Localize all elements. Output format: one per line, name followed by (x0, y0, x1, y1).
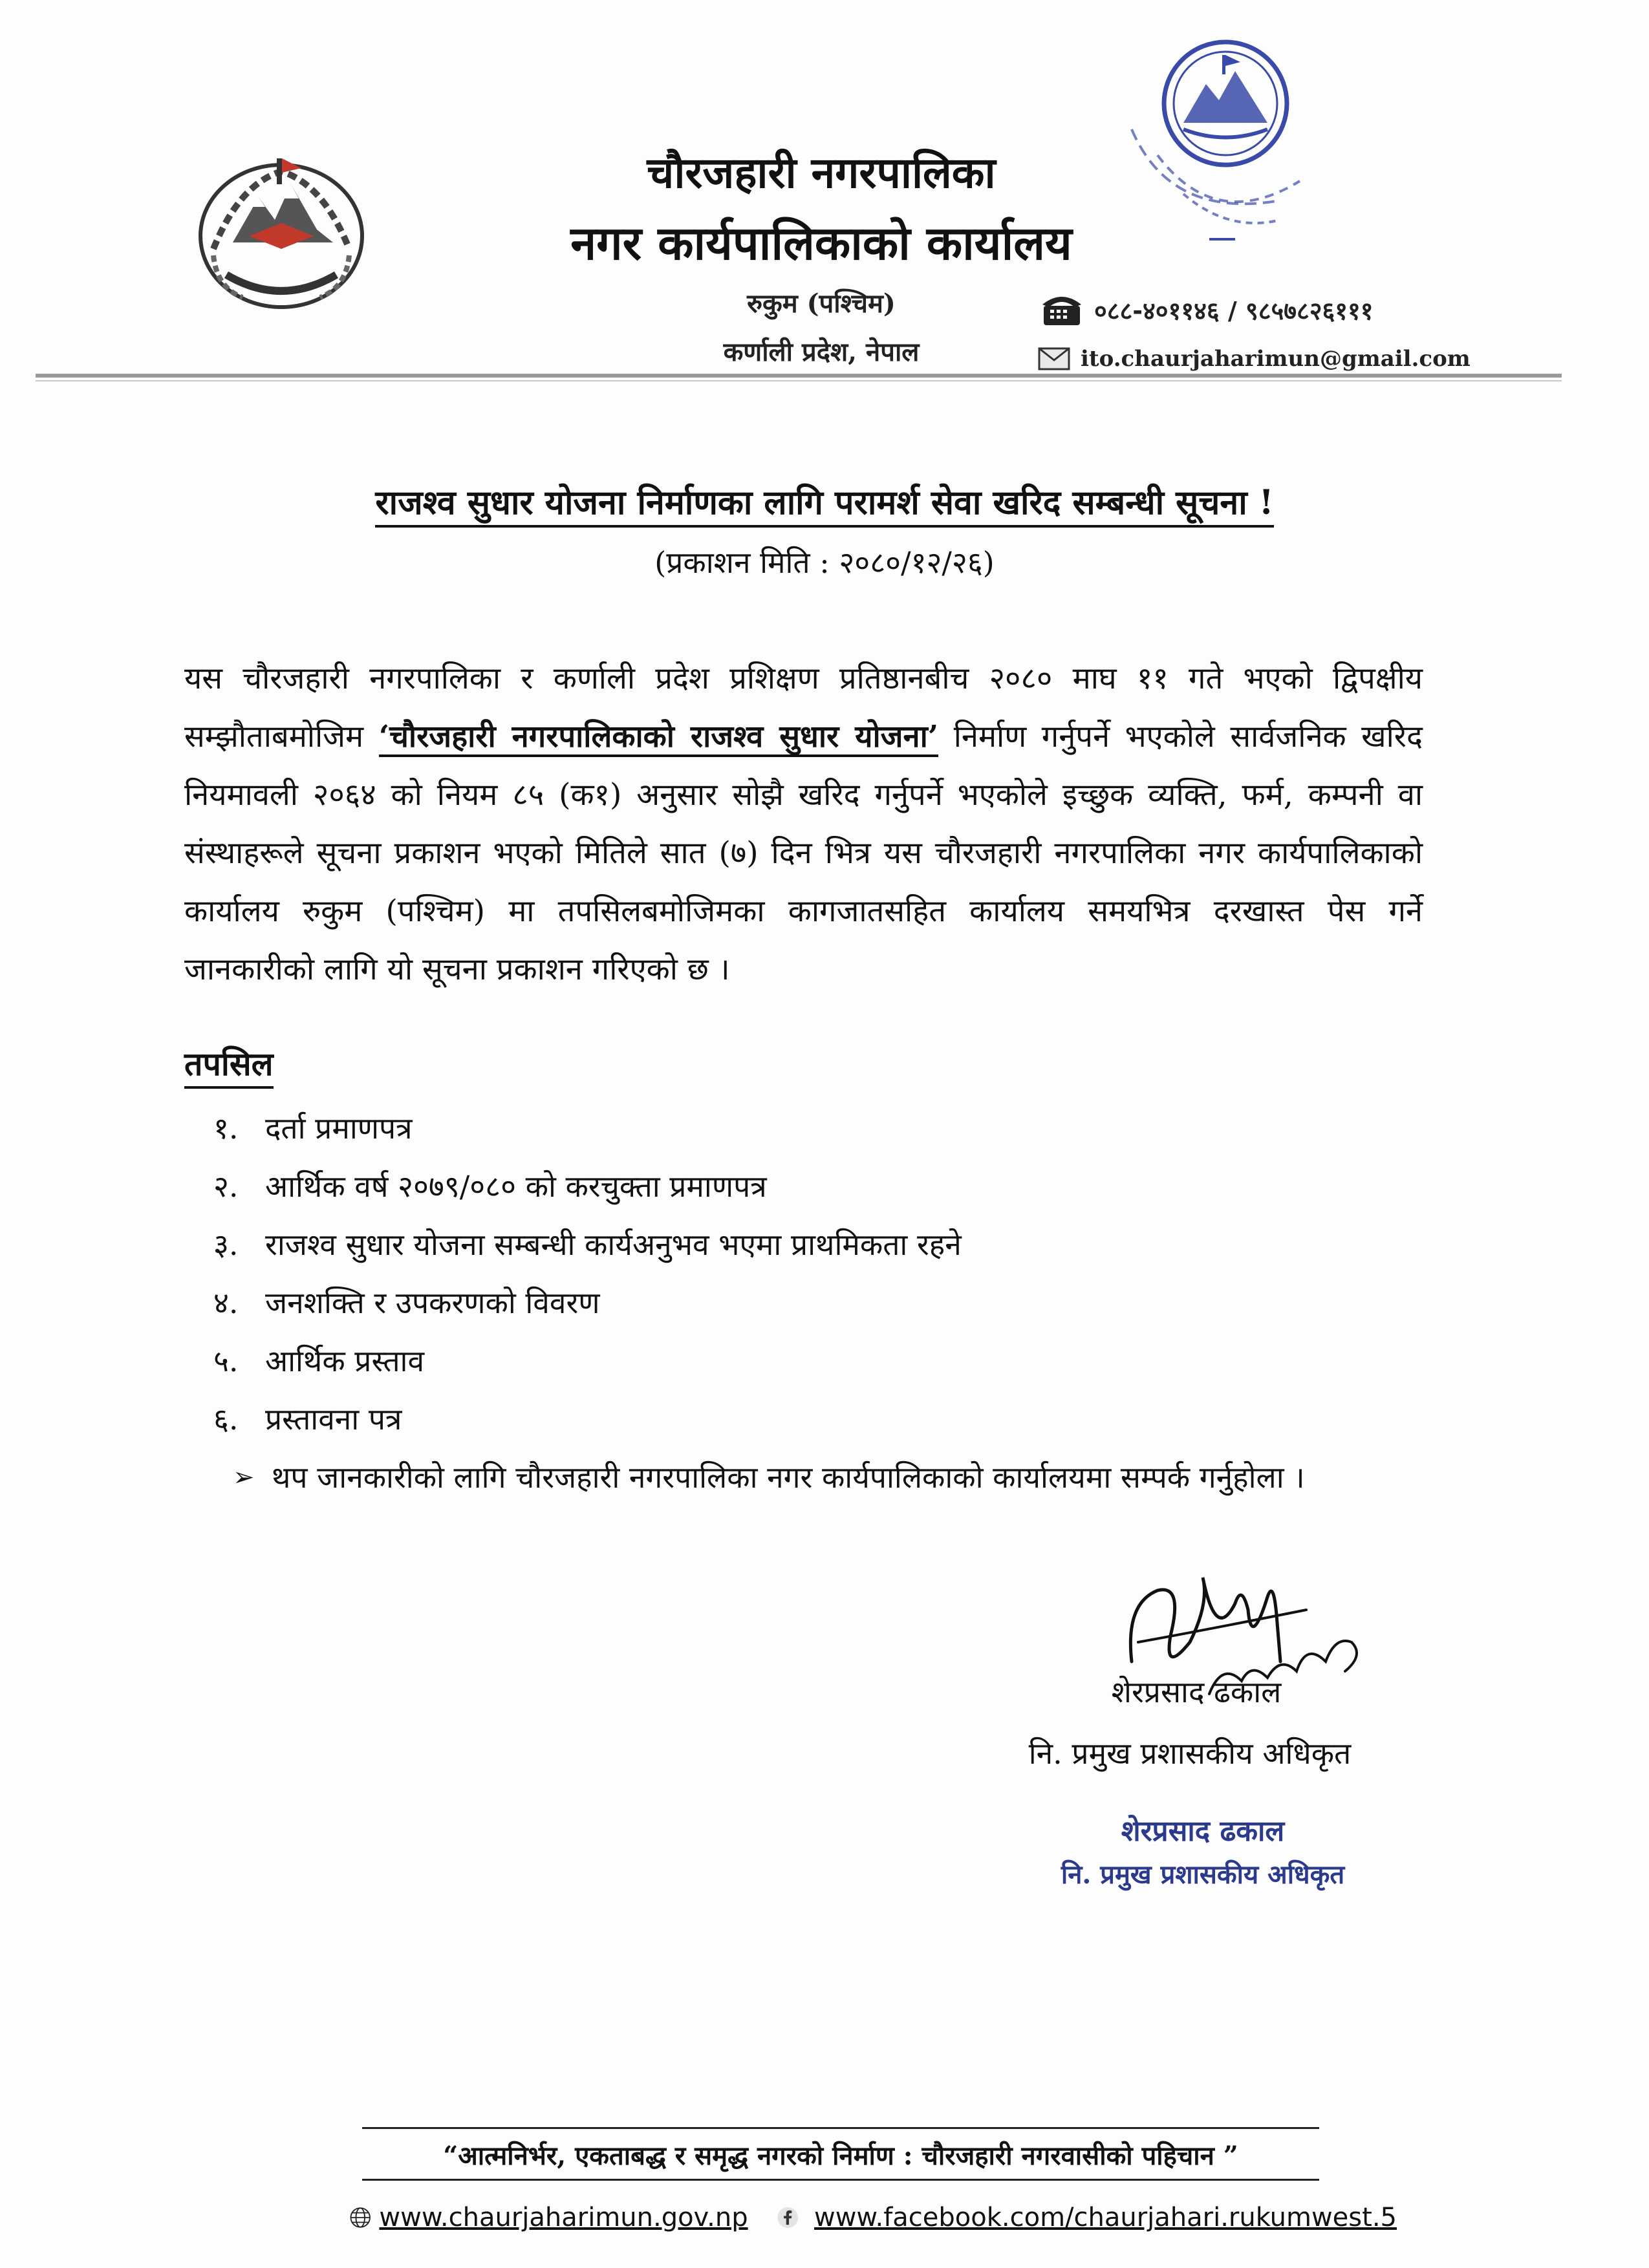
nepal-emblem-icon (188, 145, 375, 320)
facebook-icon (777, 2199, 799, 2236)
notice-body (184, 650, 1423, 999)
facebook-link[interactable]: www.facebook.com/chaurjahari.rukumwest.5 (814, 2203, 1397, 2232)
list-item (213, 1215, 962, 1274)
website-link[interactable]: www.chaurjaharimun.gov.np (379, 2203, 748, 2232)
arrow-bullet-icon: ➢ (233, 1462, 255, 1492)
stamp-title: नि. प्रमुख प्रशासकीय अधिकृत (1061, 1859, 1345, 1890)
contact-note-text: थप जानकारीको लागि चौरजहारी नगरपालिका नगर कार्यपालिकाको कार्यालयमा सम्पर्क गर्नुहोला । (272, 1460, 1305, 1495)
list-item-number: ४. (213, 1285, 239, 1320)
office-seal-stamp (1086, 26, 1364, 284)
header-divider (36, 374, 1562, 378)
phone-contact (1041, 288, 1374, 333)
list-item (213, 1332, 962, 1390)
signatory-name: शेरप्रसाद ढकाल (1111, 1674, 1282, 1709)
list-item-text: दर्ता प्रमाणपत्र (265, 1111, 413, 1146)
list-item-text: प्रस्तावना पत्र (265, 1402, 402, 1437)
list-item-number: ५. (213, 1343, 239, 1378)
email-contact (1038, 339, 1471, 378)
details-list (213, 1099, 962, 1448)
list-item (213, 1274, 962, 1332)
footer-links (349, 2195, 1397, 2240)
email-address: ito.chaurjaharimun@gmail.com (1081, 346, 1471, 372)
district-label: रुकुम (पश्चिम) (747, 288, 896, 319)
list-item (213, 1390, 962, 1448)
footer-rule-top (362, 2127, 1319, 2129)
list-item-text: जनशक्ति र उपकरणको विवरण (265, 1285, 600, 1320)
phone-numbers: ०८८-४०११४६ / ९८५७८२६१११ (1094, 297, 1374, 325)
notice-title-text: राजश्व सुधार योजना निर्माणका लागि परामर्श सेवा खरिद सम्बन्धी सूचना ! (375, 483, 1273, 528)
header-divider-thin (36, 380, 1562, 381)
list-item-number: ६. (213, 1402, 239, 1437)
email-icon (1038, 347, 1070, 370)
list-item-text: आर्थिक प्रस्ताव (265, 1343, 425, 1378)
stamp-name: शेरप्रसाद ढकाल (1121, 1815, 1285, 1848)
footer-rule-bottom (362, 2179, 1319, 2181)
body-highlight: ‘चौरजहारी नगरपालिकाको राजश्व सुधार योजना’ (379, 719, 938, 757)
list-item-text: राजश्व सुधार योजना सम्बन्धी कार्यअनुभव भएमा प्राथमिकता रहने (265, 1227, 962, 1262)
contact-note (233, 1448, 1423, 1506)
body-text-part2: निर्माण गर्नुपर्ने भएकोले सार्वजनिक खरिद नियमावली २०६४ को नियम ८५ (क१) अनुसार सोझै खरिद गर्नुपर्ने भएकोले इच्छुक व्यक्ति, फर्म, कम्पनी वा संस्थाहरूले सूचना प्रकाशन भएको मितिले सात (७) दिन भित्र यस चौरजहारी नगरपालिका नगर कार्यपालिकाको कार्यालय रुकुम (पश्चिम) मा तपसिलबमोजिमका कागजातसहित कार्यालय समयभित्र दरखास्त पेस गर्ने जानकारीको लागि यो सूचना प्रकाशन गरिएको छ । (184, 719, 1423, 987)
list-item-number: २. (213, 1169, 239, 1204)
telephone-icon (1041, 293, 1083, 328)
list-item-number: १. (213, 1111, 239, 1146)
publication-date: (प्रकाशन मिति : २०८०/१२/२६) (654, 545, 995, 580)
organization-name: चौरजहारी नगरपालिका (647, 147, 996, 198)
list-item-text: आर्थिक वर्ष २०७९/०८० को करचुक्ता प्रमाणपत्र (265, 1169, 767, 1204)
signatory-title: नि. प्रमुख प्रशासकीय अधिकृत (1028, 1736, 1352, 1771)
footer-motto: “आत्मनिर्भर, एकताबद्ध र समृद्ध नगरको निर्माण : चौरजहारी नगरवासीको पहिचान ” (443, 2141, 1238, 2171)
list-item (213, 1099, 962, 1157)
globe-icon (349, 2199, 371, 2236)
details-heading: तपसिल (184, 1041, 274, 1089)
province-label: कर्णाली प्रदेश, नेपाल (723, 337, 920, 367)
list-item (213, 1157, 962, 1215)
notice-title (246, 478, 1403, 524)
list-item-number: ३. (213, 1227, 239, 1262)
body-text-part1: यस चौरजहारी नगरपालिका र कर्णाली प्रदेश प्रशिक्षण प्रतिष्ठानबीच २०८० माघ ११ गते भएको द्विपक्षीय सम्झौताबमोजिम (184, 661, 1423, 754)
office-name: नगर कार्यपालिकाको कार्यालय (570, 215, 1072, 270)
